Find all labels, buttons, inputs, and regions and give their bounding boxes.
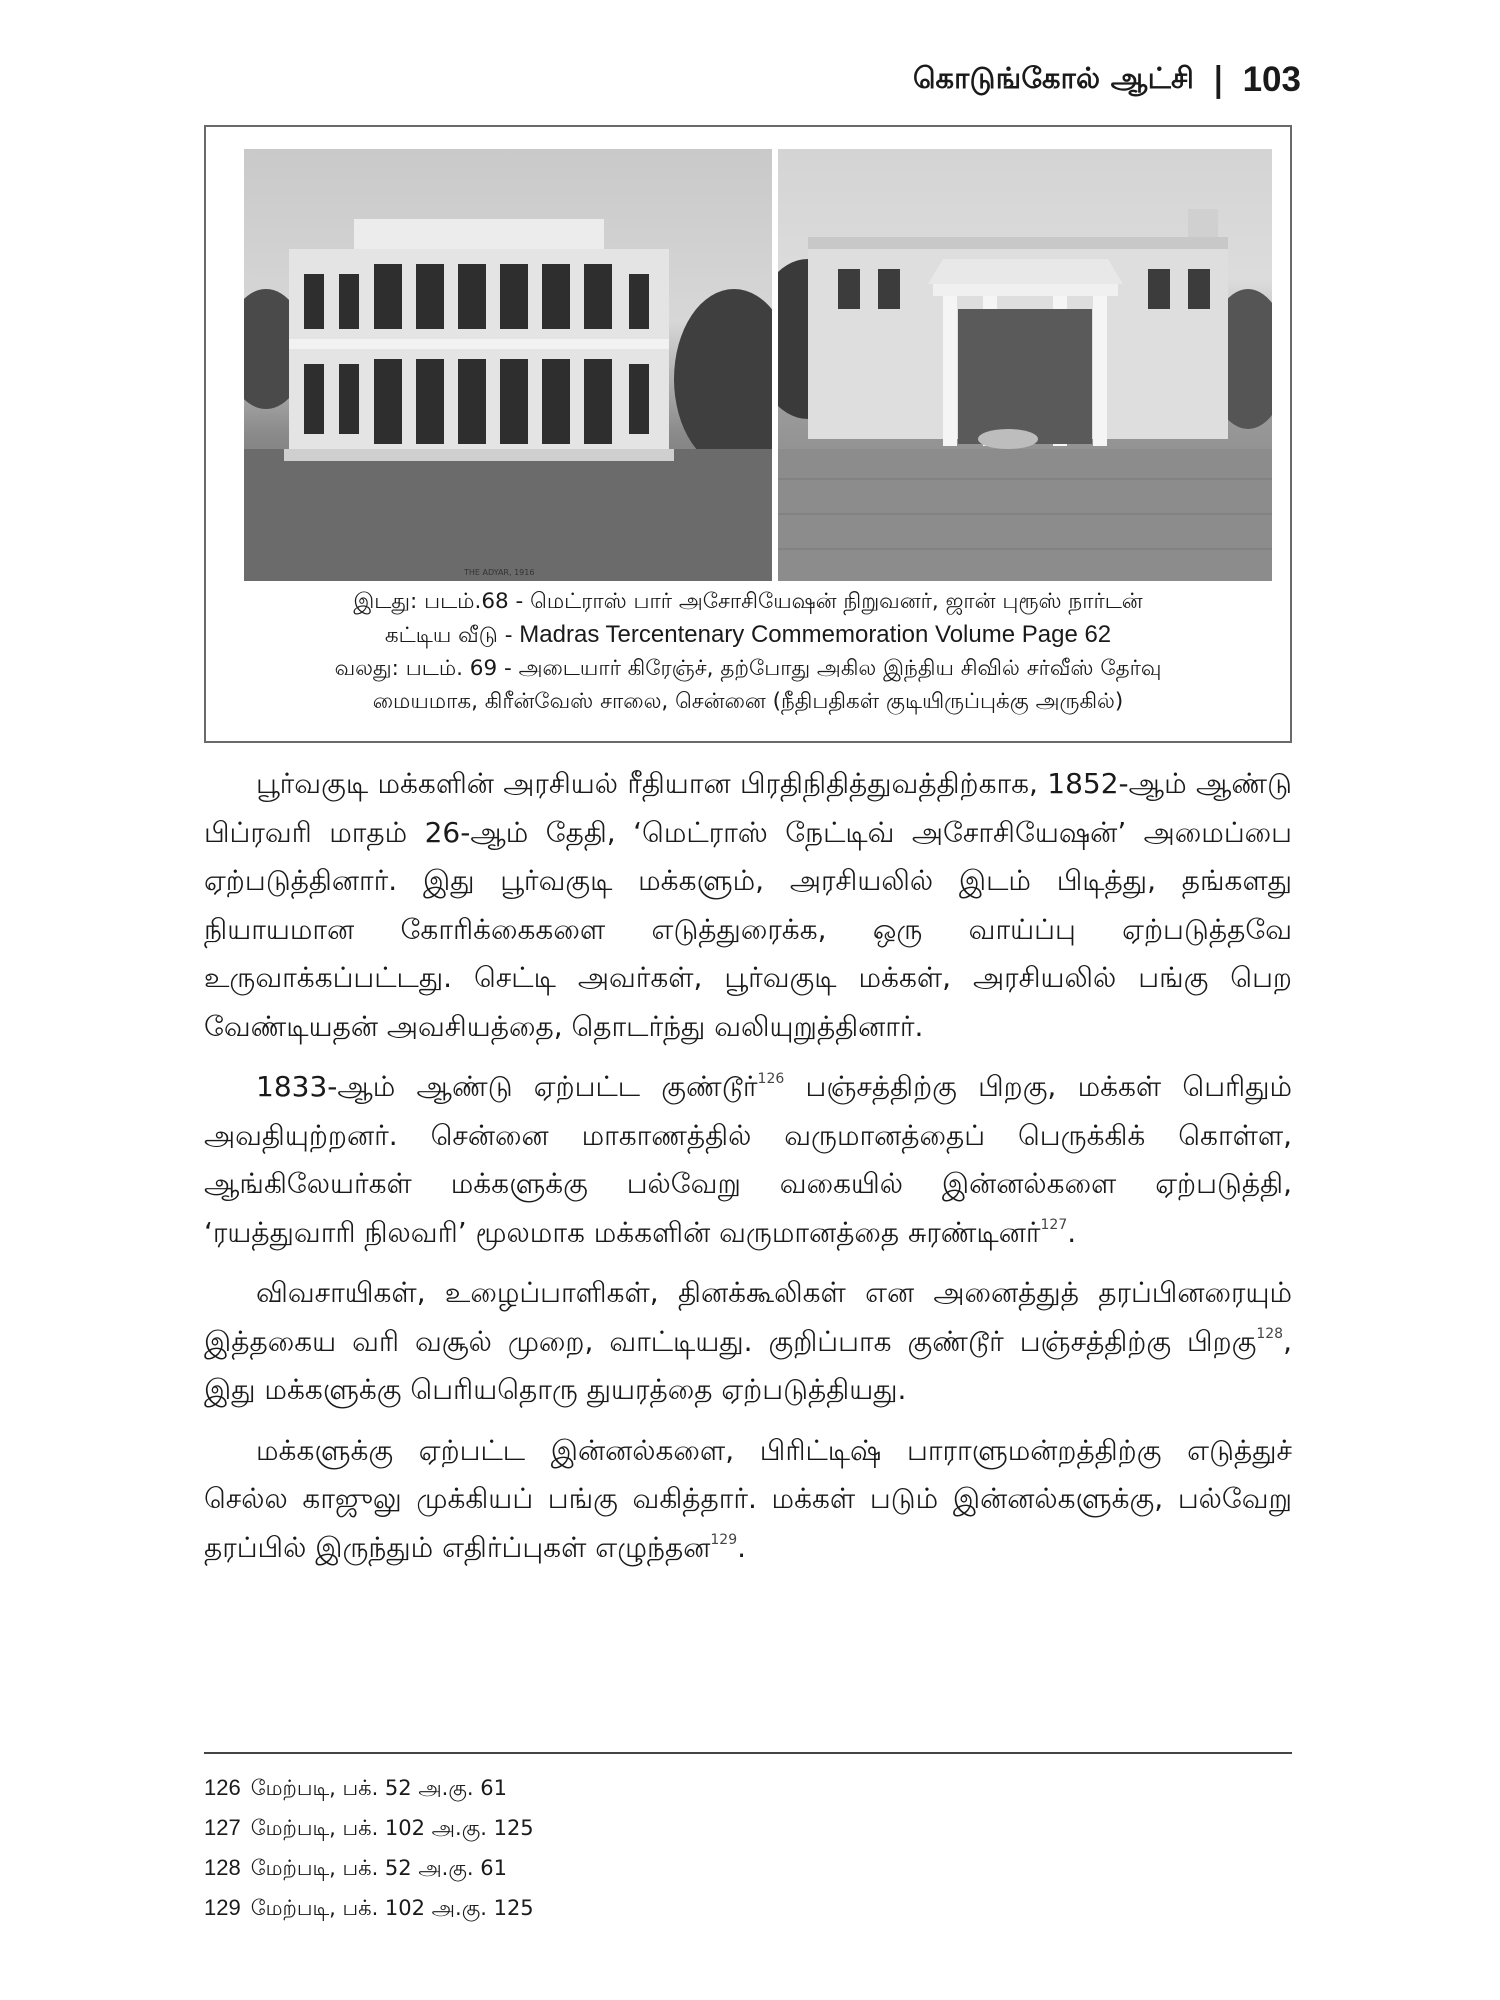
- figure-caption: [206, 585, 1290, 718]
- footnote: [204, 1888, 1292, 1928]
- footnotes: [204, 1768, 1292, 1928]
- text-run: 1833-ஆம் ஆண்டு ஏற்பட்ட குண்டூர்: [256, 1070, 758, 1103]
- paragraph: [204, 1063, 1292, 1257]
- grange-illustration: [778, 149, 1272, 581]
- footnote-ref[interactable]: 127: [1040, 1216, 1068, 1233]
- footnote-number: 126: [204, 1775, 241, 1800]
- header-separator: |: [1212, 60, 1225, 100]
- body-text: [204, 760, 1292, 1584]
- mansion-illustration: [244, 149, 772, 581]
- photo-inscription: THE ADYAR, 1916: [464, 568, 535, 577]
- text-run: .: [737, 1530, 747, 1564]
- footnote-number: 128: [204, 1855, 241, 1880]
- footnote-text: மேற்படி, பக். 102 அ.கு. 125: [250, 1816, 534, 1840]
- footnote-number: 129: [204, 1895, 241, 1920]
- footnote-ref[interactable]: 126: [757, 1071, 785, 1087]
- caption-source: Madras Tercentenary Commemoration Volume Page 62: [519, 621, 1112, 648]
- photo-right-adyar-grange: [778, 149, 1272, 581]
- caption-line: [206, 618, 1290, 652]
- text-run: .: [1067, 1215, 1077, 1249]
- photo-left-adyar-house: [244, 149, 772, 581]
- paragraph: [204, 1269, 1292, 1415]
- paragraph: [204, 1427, 1292, 1573]
- caption-tamil: கட்டிய வீடு -: [384, 623, 520, 648]
- text-run: மக்களுக்கு ஏற்பட்ட இன்னல்களை, பிரிட்டிஷ் பாராளுமன்றத்திற்கு எடுத்துச் செல்ல காஜுலு முக்கியப் பங்கு வகித்தார். மக்கள் படும் இன்னல்களுக்கு, பல்வேறு தரப்பில் இருந்தும் எதிர்ப்புகள் எழுந்தன: [204, 1433, 1292, 1564]
- running-title: கொடுங்கோல் ஆட்சி: [912, 61, 1195, 95]
- running-header: [913, 60, 1301, 100]
- footnote-ref[interactable]: 129: [710, 1531, 738, 1548]
- paragraph: பூர்வகுடி மக்களின் அரசியல் ரீதியான பிரதிநிதித்துவத்திற்காக, 1852-ஆம் ஆண்டு பிப்ரவரி மாதம் 26-ஆம் தேதி, ‘மெட்ராஸ் நேட்டிவ் அசோசியேஷன்’ அமைப்பை ஏற்படுத்தினார். இது பூர்வகுடி மக்களும், அரசியலில் இடம் பிடித்து, தங்களது நியாயமான கோரிக்கைகளை எடுத்துரைக்க, ஒரு வாய்ப்பு ஏற்படுத்தவே உருவாக்கப்பட்டது. செட்டி அவர்கள், பூர்வகுடி மக்கள், அரசியலில் பங்கு பெற வேண்டியதன் அவசியத்தை, தொடர்ந்து வலியுறுத்தினார்.: [204, 767, 1292, 1043]
- text-run: பஞ்சத்திற்கு பிறகு, மக்கள் பெரிதும் அவதியுற்றனர். சென்னை மாகாணத்தில் வருமானத்தைப் பெருக்கிக் கொள்ள, ஆங்கிலேயர்கள் மக்களுக்கு பல்வேறு வகையில் இன்னல்களை ஏற்படுத்தி, ‘ரயத்துவாரி நிலவரி’ மூலமாக மக்களின் வருமானத்தை சுரண்டினர்: [204, 1070, 1293, 1249]
- text-run: , இது மக்களுக்கு பெரியதொரு துயரத்தை ஏற்படுத்தியது.: [204, 1324, 1292, 1406]
- caption-line: வலது: படம். 69 - அடையார் கிரேஞ்ச், தற்போது அகில இந்திய சிவில் சர்வீஸ் தேர்வு: [334, 656, 1162, 681]
- footnote: [204, 1808, 1292, 1848]
- footnote-number: 127: [204, 1815, 241, 1840]
- footnote: [204, 1768, 1292, 1808]
- footnote-text: மேற்படி, பக். 52 அ.கு. 61: [250, 1856, 507, 1880]
- footnote: [204, 1848, 1292, 1888]
- footnote-ref[interactable]: 128: [1256, 1325, 1284, 1342]
- page-number: 103: [1242, 60, 1301, 99]
- figure: [204, 125, 1292, 743]
- caption-line: இடது: படம்.68 - மெட்ராஸ் பார் அசோசியேஷன் நிறுவனர், ஜான் புரூஸ் நார்டன்: [353, 589, 1143, 614]
- footnote-divider: [204, 1752, 1292, 1754]
- text-run: விவசாயிகள், உழைப்பாளிகள், தினக்கூலிகள் என அனைத்துத் தரப்பினரையும் இத்தகைய வரி வசூல் முறை, வாட்டியது. குறிப்பாக குண்டூர் பஞ்சத்திற்கு பிறகு: [204, 1276, 1292, 1358]
- footnote-text: மேற்படி, பக். 102 அ.கு. 125: [250, 1896, 534, 1920]
- caption-line: மையமாக, கிரீன்வேஸ் சாலை, சென்னை (நீதிபதிகள் குடியிருப்புக்கு அருகில்): [372, 689, 1124, 714]
- footnote-text: மேற்படி, பக். 52 அ.கு. 61: [250, 1776, 507, 1800]
